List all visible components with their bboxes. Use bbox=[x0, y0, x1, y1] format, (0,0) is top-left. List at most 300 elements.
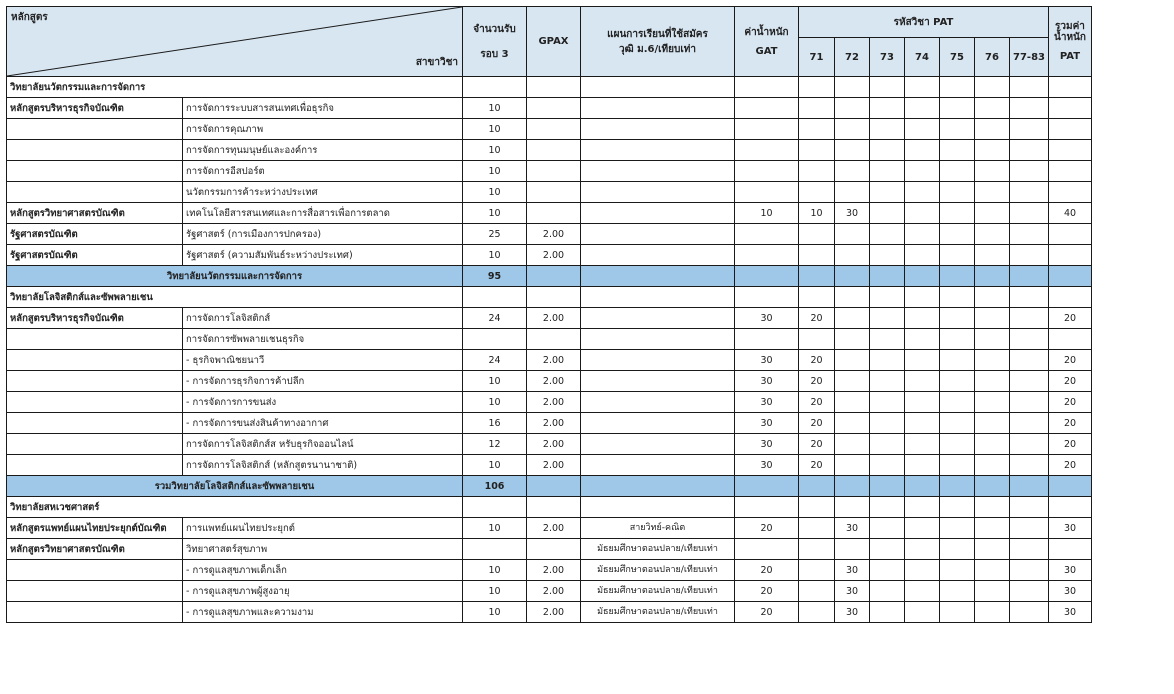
empty-cell bbox=[527, 77, 581, 98]
pat-cell: 30 bbox=[835, 560, 870, 581]
empty-cell bbox=[735, 287, 799, 308]
pat-total-cell: 20 bbox=[1048, 455, 1091, 476]
pat-cell bbox=[799, 581, 835, 602]
table-row bbox=[7, 518, 1092, 539]
table-row bbox=[7, 245, 1092, 266]
program-cell bbox=[7, 329, 183, 350]
gat-cell bbox=[735, 161, 799, 182]
gat-cell: 20 bbox=[735, 560, 799, 581]
pat-cell bbox=[905, 434, 940, 455]
empty-cell bbox=[835, 266, 870, 287]
seats-cell: 10 bbox=[463, 371, 527, 392]
program-cell: รัฐศาสตรบัณฑิต bbox=[7, 245, 183, 266]
empty-cell bbox=[463, 287, 527, 308]
pat-cell bbox=[905, 182, 940, 203]
faculty-label: วิทยาลัยโลจิสติกส์และซัพพลายเชน bbox=[7, 287, 463, 308]
pat-total-cell: 20 bbox=[1048, 350, 1091, 371]
pat-cell bbox=[1010, 539, 1049, 560]
header-seats bbox=[463, 7, 527, 77]
empty-cell bbox=[870, 287, 905, 308]
pat-cell bbox=[870, 98, 905, 119]
pat-cell bbox=[799, 539, 835, 560]
table-row bbox=[7, 392, 1092, 413]
pat-cell bbox=[799, 224, 835, 245]
program-cell bbox=[7, 140, 183, 161]
faculty-row bbox=[7, 77, 1092, 98]
pat-cell bbox=[975, 119, 1010, 140]
pat-cell bbox=[905, 392, 940, 413]
pat-total-cell: 20 bbox=[1048, 371, 1091, 392]
major-cell: การจัดการระบบสารสนเทศเพื่อธุรกิจ bbox=[183, 98, 463, 119]
pat-cell: 20 bbox=[799, 413, 835, 434]
pat-cell bbox=[975, 224, 1010, 245]
table-row bbox=[7, 161, 1092, 182]
header-pat-code: 73 bbox=[870, 38, 905, 77]
pat-cell bbox=[870, 350, 905, 371]
pat-cell bbox=[870, 539, 905, 560]
pat-cell bbox=[870, 455, 905, 476]
seats-cell: 10 bbox=[463, 161, 527, 182]
plan-cell bbox=[581, 182, 735, 203]
faculty-label: วิทยาลัยนวัตกรรมและการจัดการ bbox=[7, 77, 463, 98]
pat-total-cell: 30 bbox=[1048, 560, 1091, 581]
header-pat-code: 75 bbox=[940, 38, 975, 77]
pat-cell bbox=[1010, 434, 1049, 455]
seats-cell: 12 bbox=[463, 434, 527, 455]
gpax-cell: 2.00 bbox=[527, 371, 581, 392]
pat-cell bbox=[940, 539, 975, 560]
pat-cell bbox=[835, 98, 870, 119]
major-cell: การจัดการทุนมนุษย์และองค์การ bbox=[183, 140, 463, 161]
pat-total-cell bbox=[1048, 161, 1091, 182]
empty-cell bbox=[1010, 497, 1049, 518]
summary-seats: 95 bbox=[463, 266, 527, 287]
pat-cell bbox=[905, 518, 940, 539]
pat-cell bbox=[799, 140, 835, 161]
table-row bbox=[7, 434, 1092, 455]
pat-cell bbox=[835, 140, 870, 161]
empty-cell bbox=[735, 476, 799, 497]
pat-cell bbox=[870, 518, 905, 539]
empty-cell bbox=[527, 266, 581, 287]
empty-cell bbox=[835, 287, 870, 308]
pat-cell bbox=[799, 602, 835, 623]
empty-cell bbox=[527, 476, 581, 497]
pat-cell: 20 bbox=[799, 371, 835, 392]
pat-total-cell: 20 bbox=[1048, 434, 1091, 455]
pat-total-cell: 20 bbox=[1048, 392, 1091, 413]
plan-cell bbox=[581, 161, 735, 182]
gpax-cell: 2.00 bbox=[527, 392, 581, 413]
gpax-cell: 2.00 bbox=[527, 308, 581, 329]
pat-cell bbox=[835, 455, 870, 476]
table-row bbox=[7, 602, 1092, 623]
pat-cell bbox=[905, 98, 940, 119]
summary-label: วิทยาลัยนวัตกรรมและการจัดการ bbox=[7, 266, 463, 287]
pat-cell bbox=[940, 245, 975, 266]
pat-cell: 30 bbox=[835, 602, 870, 623]
admission-table bbox=[6, 6, 1092, 623]
gat-cell bbox=[735, 119, 799, 140]
pat-cell bbox=[870, 140, 905, 161]
major-cell: - การดูแลสุขภาพเด็กเล็ก bbox=[183, 560, 463, 581]
pat-cell bbox=[1010, 581, 1049, 602]
empty-cell bbox=[905, 497, 940, 518]
seats-cell: 10 bbox=[463, 560, 527, 581]
gpax-cell bbox=[527, 119, 581, 140]
plan-cell bbox=[581, 434, 735, 455]
plan-cell bbox=[581, 413, 735, 434]
faculty-row bbox=[7, 287, 1092, 308]
pat-cell bbox=[975, 371, 1010, 392]
pat-cell: 30 bbox=[835, 203, 870, 224]
gpax-cell: 2.00 bbox=[527, 602, 581, 623]
gat-cell bbox=[735, 245, 799, 266]
pat-cell bbox=[940, 413, 975, 434]
pat-cell bbox=[905, 224, 940, 245]
header-pat-total-line2: น้ำหนัก bbox=[1054, 32, 1086, 43]
pat-cell bbox=[905, 539, 940, 560]
pat-cell bbox=[1010, 98, 1049, 119]
pat-cell bbox=[940, 602, 975, 623]
pat-cell bbox=[1010, 392, 1049, 413]
pat-cell bbox=[940, 140, 975, 161]
header-pat-code: 72 bbox=[835, 38, 870, 77]
table-row bbox=[7, 203, 1092, 224]
pat-cell bbox=[905, 455, 940, 476]
pat-cell bbox=[870, 203, 905, 224]
pat-cell bbox=[870, 245, 905, 266]
empty-cell bbox=[975, 497, 1010, 518]
major-cell: - การจัดการการขนส่ง bbox=[183, 392, 463, 413]
summary-seats: 106 bbox=[463, 476, 527, 497]
gpax-cell: 2.00 bbox=[527, 581, 581, 602]
pat-total-cell: 30 bbox=[1048, 581, 1091, 602]
empty-cell bbox=[940, 476, 975, 497]
pat-cell bbox=[799, 182, 835, 203]
empty-cell bbox=[975, 77, 1010, 98]
pat-cell bbox=[870, 413, 905, 434]
pat-cell bbox=[1010, 602, 1049, 623]
empty-cell bbox=[975, 266, 1010, 287]
pat-cell bbox=[870, 371, 905, 392]
empty-cell bbox=[870, 497, 905, 518]
pat-total-cell bbox=[1048, 98, 1091, 119]
gat-cell: 30 bbox=[735, 455, 799, 476]
pat-cell: 10 bbox=[799, 203, 835, 224]
program-cell: หลักสูตรวิทยาศาสตรบัณฑิต bbox=[7, 539, 183, 560]
pat-cell bbox=[975, 518, 1010, 539]
pat-cell bbox=[975, 182, 1010, 203]
empty-cell bbox=[581, 497, 735, 518]
empty-cell bbox=[581, 476, 735, 497]
pat-cell bbox=[870, 560, 905, 581]
pat-cell bbox=[1010, 308, 1049, 329]
pat-cell bbox=[905, 371, 940, 392]
header-pat-group: รหัสวิชา PAT bbox=[799, 7, 1049, 38]
header-pat-code: 76 bbox=[975, 38, 1010, 77]
pat-cell bbox=[940, 455, 975, 476]
pat-cell bbox=[870, 329, 905, 350]
pat-cell bbox=[799, 329, 835, 350]
empty-cell bbox=[463, 77, 527, 98]
pat-cell bbox=[799, 98, 835, 119]
table-row bbox=[7, 581, 1092, 602]
pat-cell bbox=[1010, 203, 1049, 224]
pat-cell bbox=[870, 581, 905, 602]
pat-cell bbox=[905, 581, 940, 602]
pat-cell bbox=[940, 392, 975, 413]
major-cell: การจัดการอีสปอร์ต bbox=[183, 161, 463, 182]
empty-cell bbox=[581, 77, 735, 98]
empty-cell bbox=[799, 77, 835, 98]
empty-cell bbox=[940, 266, 975, 287]
pat-cell bbox=[799, 560, 835, 581]
pat-total-cell bbox=[1048, 329, 1091, 350]
pat-total-cell bbox=[1048, 140, 1091, 161]
pat-cell bbox=[835, 350, 870, 371]
seats-cell: 24 bbox=[463, 308, 527, 329]
plan-cell: สายวิทย์-คณิต bbox=[581, 518, 735, 539]
table-row bbox=[7, 413, 1092, 434]
pat-cell bbox=[1010, 413, 1049, 434]
pat-cell bbox=[940, 518, 975, 539]
program-cell bbox=[7, 392, 183, 413]
pat-cell bbox=[835, 539, 870, 560]
seats-cell: 10 bbox=[463, 119, 527, 140]
table-row bbox=[7, 119, 1092, 140]
gat-cell: 20 bbox=[735, 602, 799, 623]
seats-cell: 10 bbox=[463, 140, 527, 161]
gat-cell bbox=[735, 224, 799, 245]
pat-cell bbox=[940, 329, 975, 350]
empty-cell bbox=[905, 77, 940, 98]
pat-cell: 20 bbox=[799, 434, 835, 455]
pat-total-cell: 40 bbox=[1048, 203, 1091, 224]
pat-cell bbox=[975, 602, 1010, 623]
gpax-cell bbox=[527, 161, 581, 182]
pat-cell bbox=[835, 182, 870, 203]
header-corner bbox=[7, 7, 463, 77]
empty-cell bbox=[735, 77, 799, 98]
pat-cell bbox=[1010, 455, 1049, 476]
major-cell: รัฐศาสตร์ (ความสัมพันธ์ระหว่างประเทศ) bbox=[183, 245, 463, 266]
empty-cell bbox=[799, 497, 835, 518]
pat-cell bbox=[905, 560, 940, 581]
pat-cell bbox=[1010, 119, 1049, 140]
pat-cell bbox=[1010, 245, 1049, 266]
pat-cell bbox=[940, 161, 975, 182]
pat-cell bbox=[905, 161, 940, 182]
pat-cell bbox=[799, 245, 835, 266]
empty-cell bbox=[581, 266, 735, 287]
pat-cell bbox=[870, 224, 905, 245]
gpax-cell bbox=[527, 140, 581, 161]
pat-cell bbox=[940, 203, 975, 224]
gpax-cell bbox=[527, 98, 581, 119]
major-cell: นวัตกรรมการค้าระหว่างประเทศ bbox=[183, 182, 463, 203]
header-program: หลักสูตร bbox=[11, 12, 48, 23]
table-row bbox=[7, 371, 1092, 392]
pat-cell bbox=[1010, 140, 1049, 161]
table-row bbox=[7, 140, 1092, 161]
seats-cell: 10 bbox=[463, 518, 527, 539]
pat-cell bbox=[835, 434, 870, 455]
empty-cell bbox=[1048, 77, 1091, 98]
pat-cell bbox=[1010, 161, 1049, 182]
pat-cell bbox=[835, 413, 870, 434]
pat-cell bbox=[940, 98, 975, 119]
empty-cell bbox=[799, 287, 835, 308]
gpax-cell: 2.00 bbox=[527, 455, 581, 476]
table-row bbox=[7, 560, 1092, 581]
pat-cell bbox=[870, 161, 905, 182]
seats-cell: 10 bbox=[463, 182, 527, 203]
plan-cell: มัธยมศึกษาตอนปลาย/เทียบเท่า bbox=[581, 560, 735, 581]
gat-cell bbox=[735, 98, 799, 119]
pat-cell bbox=[975, 413, 1010, 434]
major-cell: - ธุรกิจพาณิชยนาวี bbox=[183, 350, 463, 371]
empty-cell bbox=[905, 476, 940, 497]
seats-cell: 10 bbox=[463, 602, 527, 623]
plan-cell bbox=[581, 98, 735, 119]
gat-cell: 10 bbox=[735, 203, 799, 224]
empty-cell bbox=[1048, 476, 1091, 497]
pat-cell: 20 bbox=[799, 350, 835, 371]
gpax-cell: 2.00 bbox=[527, 518, 581, 539]
table-row bbox=[7, 182, 1092, 203]
major-cell: การจัดการโลจิสติกส์ bbox=[183, 308, 463, 329]
program-cell: หลักสูตรบริหารธุรกิจบัณฑิต bbox=[7, 98, 183, 119]
pat-total-cell: 20 bbox=[1048, 413, 1091, 434]
empty-cell bbox=[463, 497, 527, 518]
pat-cell bbox=[905, 119, 940, 140]
pat-cell bbox=[975, 581, 1010, 602]
gpax-cell bbox=[527, 182, 581, 203]
gpax-cell bbox=[527, 539, 581, 560]
gat-cell: 30 bbox=[735, 350, 799, 371]
pat-total-cell bbox=[1048, 119, 1091, 140]
major-cell: - การดูแลสุขภาพผู้สูงอายุ bbox=[183, 581, 463, 602]
pat-cell bbox=[975, 161, 1010, 182]
table-row bbox=[7, 224, 1092, 245]
empty-cell bbox=[1010, 266, 1049, 287]
seats-cell: 10 bbox=[463, 392, 527, 413]
pat-cell bbox=[975, 560, 1010, 581]
header-plan bbox=[581, 7, 735, 77]
seats-cell: 10 bbox=[463, 245, 527, 266]
pat-cell bbox=[975, 455, 1010, 476]
pat-cell bbox=[905, 350, 940, 371]
plan-cell bbox=[581, 371, 735, 392]
empty-cell bbox=[1048, 266, 1091, 287]
faculty-label: วิทยาลัยสหเวชศาสตร์ bbox=[7, 497, 463, 518]
pat-cell: 30 bbox=[835, 518, 870, 539]
pat-cell bbox=[975, 203, 1010, 224]
pat-total-cell bbox=[1048, 245, 1091, 266]
empty-cell bbox=[905, 287, 940, 308]
seats-cell: 10 bbox=[463, 98, 527, 119]
pat-total-cell bbox=[1048, 224, 1091, 245]
major-cell: - การดูแลสุขภาพและความงาม bbox=[183, 602, 463, 623]
gat-cell: 30 bbox=[735, 434, 799, 455]
header-gpax: GPAX bbox=[527, 7, 581, 77]
empty-cell bbox=[940, 287, 975, 308]
program-cell bbox=[7, 350, 183, 371]
header-pat-code: 77-83 bbox=[1010, 38, 1049, 77]
major-cell: รัฐศาสตร์ (การเมืองการปกครอง) bbox=[183, 224, 463, 245]
pat-cell bbox=[905, 602, 940, 623]
empty-cell bbox=[581, 287, 735, 308]
pat-cell bbox=[870, 392, 905, 413]
major-cell: วิทยาศาสตร์สุขภาพ bbox=[183, 539, 463, 560]
empty-cell bbox=[1010, 476, 1049, 497]
pat-cell bbox=[835, 245, 870, 266]
pat-cell bbox=[799, 161, 835, 182]
plan-cell bbox=[581, 224, 735, 245]
summary-label: รวมวิทยาลัยโลจิสติกส์และซัพพลายเชน bbox=[7, 476, 463, 497]
gpax-cell: 2.00 bbox=[527, 245, 581, 266]
empty-cell bbox=[975, 476, 1010, 497]
empty-cell bbox=[835, 497, 870, 518]
pat-cell: 30 bbox=[835, 581, 870, 602]
plan-cell bbox=[581, 245, 735, 266]
plan-cell: มัธยมศึกษาตอนปลาย/เทียบเท่า bbox=[581, 602, 735, 623]
seats-cell: 16 bbox=[463, 413, 527, 434]
seats-cell: 10 bbox=[463, 203, 527, 224]
header-major: สาขาวิชา bbox=[415, 57, 458, 68]
table-row bbox=[7, 308, 1092, 329]
pat-cell bbox=[905, 140, 940, 161]
pat-cell bbox=[940, 119, 975, 140]
pat-cell bbox=[870, 119, 905, 140]
seats-cell bbox=[463, 539, 527, 560]
gpax-cell bbox=[527, 329, 581, 350]
pat-cell bbox=[870, 182, 905, 203]
empty-cell bbox=[527, 497, 581, 518]
program-cell bbox=[7, 161, 183, 182]
empty-cell bbox=[799, 266, 835, 287]
pat-total-cell bbox=[1048, 539, 1091, 560]
seats-cell bbox=[463, 329, 527, 350]
gat-cell: 30 bbox=[735, 371, 799, 392]
program-cell: หลักสูตรบริหารธุรกิจบัณฑิต bbox=[7, 308, 183, 329]
pat-cell bbox=[940, 308, 975, 329]
major-cell: เทคโนโลยีสารสนเทศและการสื่อสารเพื่อการตลาด bbox=[183, 203, 463, 224]
header-seats-line2: รอบ 3 bbox=[480, 48, 509, 60]
gat-cell: 30 bbox=[735, 308, 799, 329]
header-pat-total-line1: รวมค่า bbox=[1055, 21, 1085, 32]
pat-total-cell: 30 bbox=[1048, 602, 1091, 623]
gpax-cell: 2.00 bbox=[527, 224, 581, 245]
program-cell bbox=[7, 602, 183, 623]
gat-cell: 30 bbox=[735, 413, 799, 434]
program-cell bbox=[7, 581, 183, 602]
pat-cell bbox=[835, 224, 870, 245]
pat-cell bbox=[799, 518, 835, 539]
summary-row bbox=[7, 266, 1092, 287]
pat-cell bbox=[870, 602, 905, 623]
pat-cell bbox=[1010, 224, 1049, 245]
plan-cell bbox=[581, 140, 735, 161]
program-cell: หลักสูตรแพทย์แผนไทยประยุกต์บัณฑิต bbox=[7, 518, 183, 539]
plan-cell bbox=[581, 119, 735, 140]
seats-cell: 25 bbox=[463, 224, 527, 245]
gpax-cell: 2.00 bbox=[527, 350, 581, 371]
pat-cell bbox=[905, 308, 940, 329]
plan-cell bbox=[581, 455, 735, 476]
program-cell bbox=[7, 371, 183, 392]
